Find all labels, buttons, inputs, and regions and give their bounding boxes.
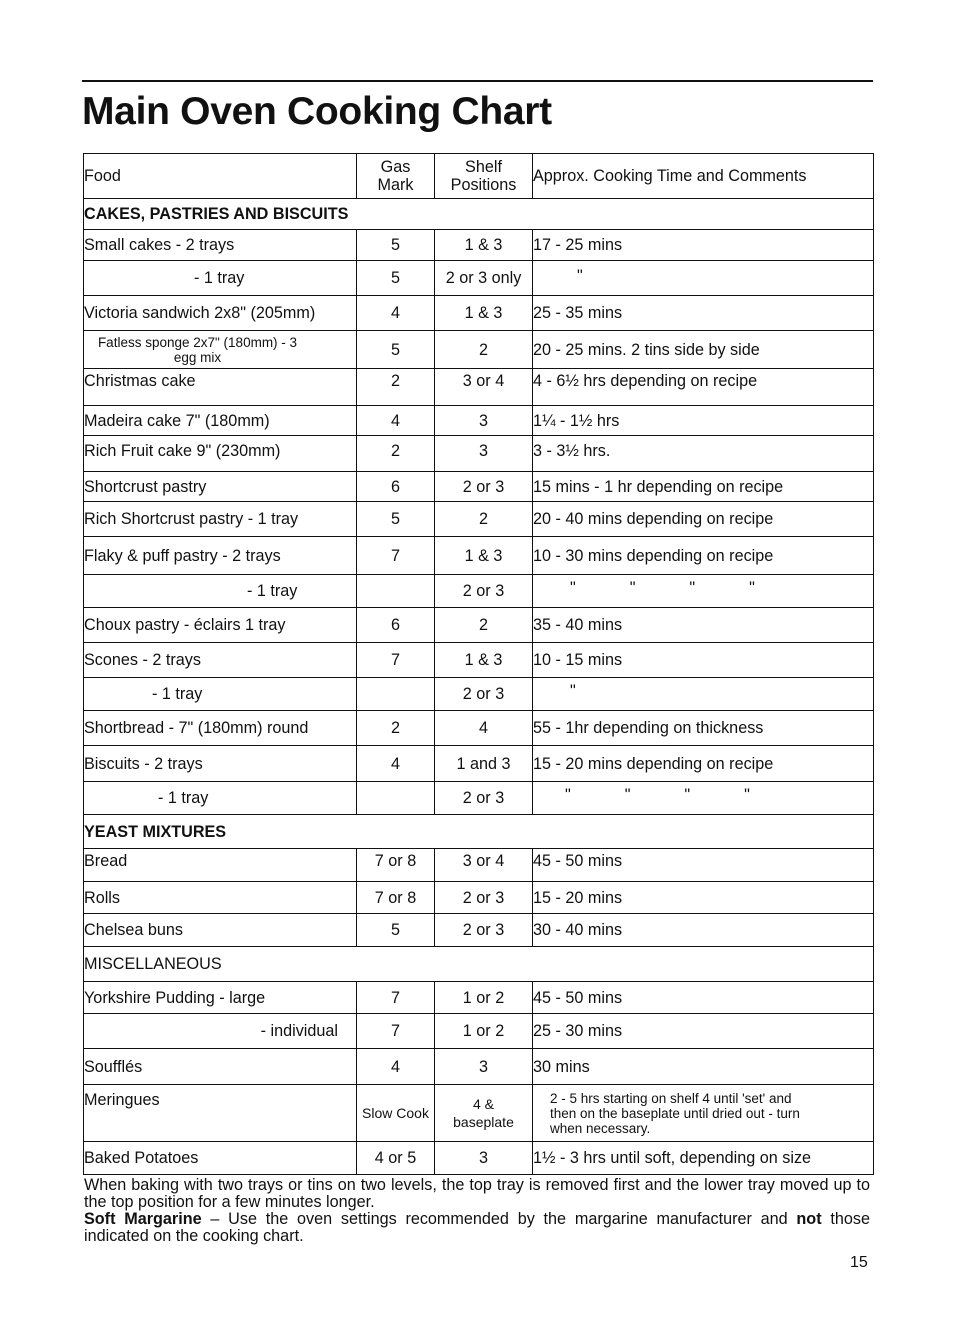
shelf-cell: 2 (435, 502, 533, 537)
food-cell (84, 261, 357, 296)
shelf-cell: 2 (435, 608, 533, 643)
section-row (84, 815, 874, 849)
table-row (84, 296, 874, 331)
shelf-cell: 3 (435, 1142, 533, 1175)
gas-cell: 6 (357, 472, 435, 502)
food-cell: Madeira cake 7" (180mm) (84, 406, 357, 436)
shelf-cell: 1 & 3 (435, 296, 533, 331)
gas-cell: 4 (357, 746, 435, 782)
footnote (84, 1177, 870, 1245)
section-row (84, 947, 874, 982)
ditto-mark: " (570, 682, 576, 700)
header-shelf-positions (435, 154, 533, 199)
time-cell: 15 mins - 1 hr depending on recipe (533, 472, 874, 502)
food-cell (84, 678, 357, 711)
table-row (84, 711, 874, 746)
time-cell: 35 - 40 mins (533, 608, 874, 643)
footnote-margarine (84, 1211, 870, 1245)
section-yeast: YEAST MIXTURES (84, 815, 874, 849)
gas-cell: 5 (357, 502, 435, 537)
table-row (84, 643, 874, 678)
shelf-cell: 2 or 3 (435, 472, 533, 502)
table-row (84, 1049, 874, 1085)
food-cell: Chelsea buns (84, 914, 357, 947)
food-cell (84, 331, 357, 369)
shelf-cell: 4 (435, 711, 533, 746)
food-cell (84, 575, 357, 608)
time-cell (533, 678, 874, 711)
time-cell: 45 - 50 mins (533, 849, 874, 882)
shelf-cell (435, 1085, 533, 1142)
time-cell: 45 - 50 mins (533, 982, 874, 1014)
shelf-cell: 1 or 2 (435, 982, 533, 1014)
table-row (84, 782, 874, 815)
table-row (84, 914, 874, 947)
food-cell: Shortbread - 7" (180mm) round (84, 711, 357, 746)
food-sub-label: - 1 tray (194, 269, 245, 287)
section-row (84, 199, 874, 230)
time-cell: 25 - 30 mins (533, 1014, 874, 1049)
table-row (84, 849, 874, 882)
shelf-cell: 2 or 3 (435, 782, 533, 815)
food-sub-label: - 1 tray (158, 789, 209, 807)
time-cell: 20 - 40 mins depending on recipe (533, 502, 874, 537)
ditto-marks: " " " " (565, 786, 750, 804)
gas-cell: 4 (357, 406, 435, 436)
gas-cell: 5 (357, 230, 435, 261)
food-cell: Biscuits - 2 trays (84, 746, 357, 782)
time-cell: 30 mins (533, 1049, 874, 1085)
time-cell: 20 - 25 mins. 2 tins side by side (533, 331, 874, 369)
gas-cell (357, 678, 435, 711)
gas-cell: 7 (357, 643, 435, 678)
shelf-cell: 3 (435, 1049, 533, 1085)
gas-cell: 7 (357, 982, 435, 1014)
gas-cell: 7 or 8 (357, 849, 435, 882)
ditto-mark: " (577, 267, 583, 285)
food-cell: Rolls (84, 882, 357, 914)
table-row (84, 1085, 874, 1142)
shelf-cell: 2 (435, 331, 533, 369)
gas-cell: Slow Cook (357, 1085, 435, 1142)
top-rule (82, 80, 873, 82)
food-cell: Shortcrust pastry (84, 472, 357, 502)
table-row (84, 369, 874, 406)
time-cell: 30 - 40 mins (533, 914, 874, 947)
food-cell: Soufflés (84, 1049, 357, 1085)
shelf-cell: 1 & 3 (435, 230, 533, 261)
table-row (84, 331, 874, 369)
footnote-text-a: – Use the oven settings recommended by the margarine manufacturer and (201, 1210, 797, 1228)
table-row (84, 1014, 874, 1049)
shelf-cell: 1 & 3 (435, 537, 533, 575)
header-food: Food (84, 154, 357, 199)
page-number: 15 (850, 1254, 868, 1271)
food-sub-label: - 1 tray (247, 582, 298, 600)
ditto-marks: " " " " (570, 579, 755, 597)
shelf-cell: 3 or 4 (435, 849, 533, 882)
time-cell: 1½ - 3 hrs until soft, depending on size (533, 1142, 874, 1175)
food-cell: Victoria sandwich 2x8" (205mm) (84, 296, 357, 331)
table-row (84, 406, 874, 436)
time-cell: 3 - 3½ hrs. (533, 436, 874, 472)
time-cell (533, 782, 874, 815)
food-cell: Christmas cake (84, 369, 357, 406)
shelf-cell: 2 or 3 (435, 575, 533, 608)
gas-cell: 5 (357, 261, 435, 296)
food-sub-label: - 1 tray (152, 685, 203, 703)
gas-cell: 7 or 8 (357, 882, 435, 914)
food-label: Fatless sponge 2x7" (180mm) - 3 egg mix (97, 334, 298, 365)
food-cell: Meringues (84, 1085, 357, 1142)
gas-cell: 5 (357, 914, 435, 947)
time-cell: 55 - 1hr depending on thickness (533, 711, 874, 746)
gas-cell: 4 (357, 296, 435, 331)
page-title: Main Oven Cooking Chart (82, 90, 552, 133)
table-header-row (84, 154, 874, 199)
food-cell: Baked Potatoes (84, 1142, 357, 1175)
gas-cell: 5 (357, 331, 435, 369)
footnote-bold-margarine: Soft Margarine (84, 1210, 202, 1228)
food-cell (84, 782, 357, 815)
time-cell (533, 575, 874, 608)
shelf-label: 4 & baseplate (453, 1096, 514, 1130)
table-row (84, 230, 874, 261)
time-cell: 10 - 15 mins (533, 643, 874, 678)
time-cell: 10 - 30 mins depending on recipe (533, 537, 874, 575)
food-cell: Bread (84, 849, 357, 882)
table-row (84, 472, 874, 502)
table-row (84, 502, 874, 537)
time-cell: 15 - 20 mins (533, 882, 874, 914)
gas-cell: 7 (357, 537, 435, 575)
food-cell: Rich Shortcrust pastry - 1 tray (84, 502, 357, 537)
cooking-chart-table (83, 153, 874, 1175)
table-row (84, 575, 874, 608)
gas-cell (357, 782, 435, 815)
table-row (84, 982, 874, 1014)
table-row (84, 678, 874, 711)
food-cell: Rich Fruit cake 9" (230mm) (84, 436, 357, 472)
header-gas-mark (357, 154, 435, 199)
shelf-cell: 2 or 3 only (435, 261, 533, 296)
time-cell: 4 - 6½ hrs depending on recipe (533, 369, 874, 406)
gas-cell: 4 (357, 1049, 435, 1085)
gas-cell (357, 575, 435, 608)
food-cell: Flaky & puff pastry - 2 trays (84, 537, 357, 575)
shelf-cell: 2 or 3 (435, 678, 533, 711)
section-misc: MISCELLANEOUS (84, 947, 874, 982)
gas-cell: 2 (357, 436, 435, 472)
gas-cell: 2 (357, 711, 435, 746)
shelf-cell: 2 or 3 (435, 914, 533, 947)
shelf-cell: 1 or 2 (435, 1014, 533, 1049)
table-row (84, 436, 874, 472)
time-cell (533, 1085, 874, 1142)
table-row (84, 882, 874, 914)
header-cooking-time: Approx. Cooking Time and Comments (533, 154, 874, 199)
footnote-two-levels: When baking with two trays or tins on two levels, the top tray is removed first and the lower tray moved up to the top position for a few minutes longer. (84, 1176, 870, 1211)
time-cell: 25 - 35 mins (533, 296, 874, 331)
table-row (84, 608, 874, 643)
header-gas-text: Gas Mark (377, 158, 414, 194)
time-cell: 15 - 20 mins depending on recipe (533, 746, 874, 782)
section-cakes: CAKES, PASTRIES AND BISCUITS (84, 199, 874, 230)
shelf-cell: 2 or 3 (435, 882, 533, 914)
time-cell: 17 - 25 mins (533, 230, 874, 261)
meringue-note: 2 - 5 hrs starting on shelf 4 until 'set' and then on the baseplate until dried out - turn when necessary. (550, 1090, 800, 1136)
food-cell: Yorkshire Pudding - large (84, 982, 357, 1014)
shelf-cell: 3 or 4 (435, 369, 533, 406)
food-cell: - individual (84, 1014, 357, 1049)
gas-cell: 4 or 5 (357, 1142, 435, 1175)
footnote-text-b: those indicated on the cooking chart. (84, 1210, 870, 1245)
shelf-cell: 1 and 3 (435, 746, 533, 782)
gas-cell: 2 (357, 369, 435, 406)
header-shelf-text: Shelf Positions (450, 158, 517, 194)
shelf-cell: 3 (435, 436, 533, 472)
food-cell: Small cakes - 2 trays (84, 230, 357, 261)
food-cell: Choux pastry - éclairs 1 tray (84, 608, 357, 643)
time-cell: 1¼ - 1½ hrs (533, 406, 874, 436)
gas-cell: 6 (357, 608, 435, 643)
time-cell (533, 261, 874, 296)
table-row (84, 746, 874, 782)
table-row (84, 537, 874, 575)
table-row (84, 1142, 874, 1175)
shelf-cell: 3 (435, 406, 533, 436)
gas-cell: 7 (357, 1014, 435, 1049)
food-cell: Scones - 2 trays (84, 643, 357, 678)
table-row (84, 261, 874, 296)
footnote-bold-not: not (796, 1210, 822, 1228)
shelf-cell: 1 & 3 (435, 643, 533, 678)
